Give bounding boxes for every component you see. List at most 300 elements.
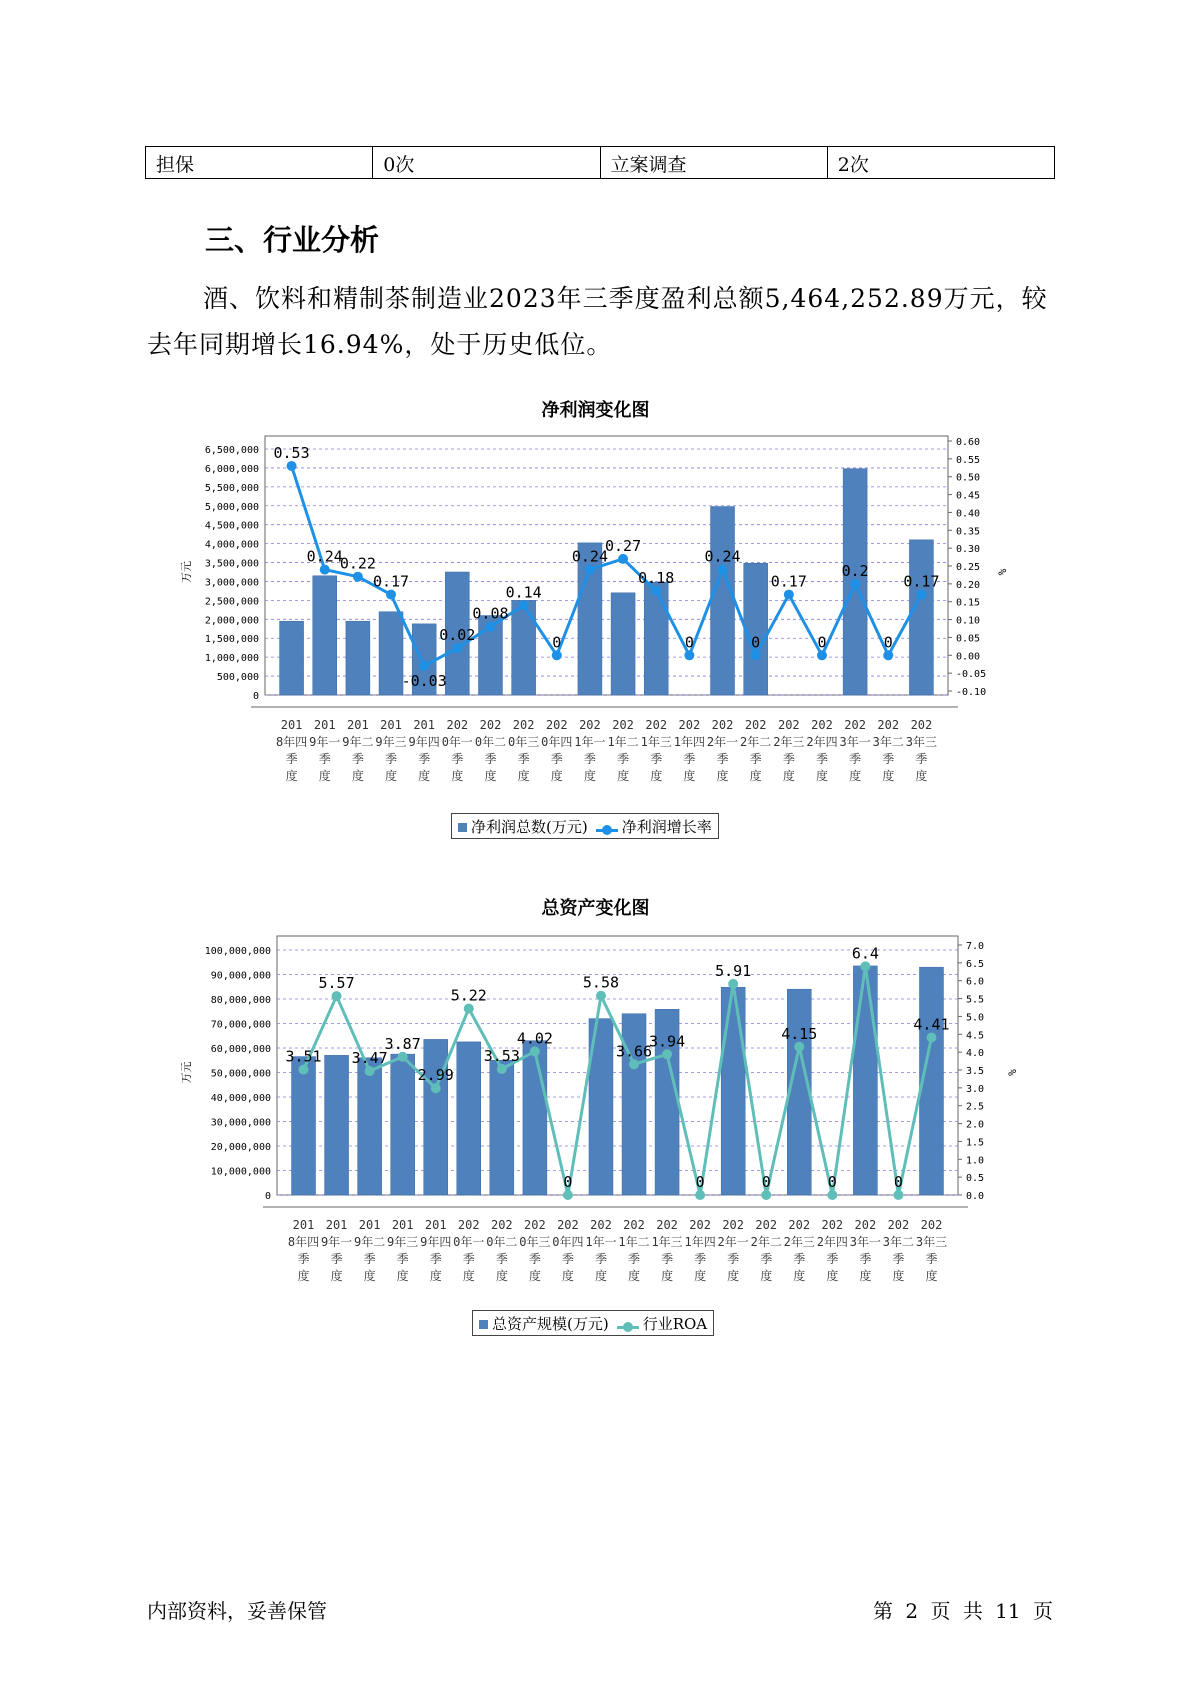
x-tick-text: 度 (285, 769, 298, 783)
chart-legend (451, 813, 719, 839)
y-tick-label: 3,000,000 (204, 577, 259, 589)
line-point (552, 650, 562, 660)
y2-tick-label: 0.0 (966, 1191, 985, 1202)
line-point (651, 586, 661, 596)
x-tick-text: 9年三 (387, 1235, 419, 1249)
y-tick-label: 4,000,000 (204, 539, 259, 551)
y-tick-label: 2,000,000 (204, 615, 259, 627)
x-tick-text: 9年二 (354, 1235, 386, 1249)
data-label: 0 (817, 633, 827, 652)
x-tick-text: 季 (318, 752, 331, 766)
y2-tick-label: 5.5 (966, 994, 985, 1006)
line-point (530, 1046, 540, 1056)
line-point (497, 1064, 507, 1074)
x-tick-text: 202 (788, 1218, 811, 1232)
line-point (761, 1190, 771, 1200)
x-tick-text: 季 (760, 1252, 773, 1266)
data-label: 0.17 (372, 572, 410, 591)
x-tick-text: 202 (722, 1218, 745, 1232)
line-point (662, 1049, 672, 1059)
line-point (817, 650, 827, 660)
x-tick-label (740, 718, 771, 783)
x-tick-label (718, 1218, 749, 1283)
data-label: 0.24 (571, 547, 608, 566)
section-title: 三、行业分析 (205, 223, 380, 257)
x-tick-text: 度 (628, 1269, 641, 1283)
x-tick-text: 3年三 (915, 1235, 948, 1249)
x-tick-text: 202 (744, 718, 767, 732)
legend-item-line (617, 1313, 707, 1334)
x-tick-label (674, 718, 705, 783)
x-tick-text: 季 (849, 752, 862, 766)
line-point (684, 650, 694, 660)
x-tick-text: 季 (915, 752, 928, 766)
x-tick-text: 202 (479, 718, 502, 732)
y2-tick-label: 2.5 (966, 1101, 985, 1113)
bar (280, 621, 304, 695)
x-tick-text: 202 (545, 718, 568, 732)
x-tick-label (574, 718, 605, 783)
y-tick-label: 100,000,000 (204, 946, 271, 957)
x-tick-text: 度 (594, 1269, 607, 1283)
x-tick-text: 2年一 (717, 1235, 749, 1249)
y-tick-label: 30,000,000 (210, 1117, 271, 1129)
x-tick-text: 度 (351, 769, 364, 783)
x-tick-text: 度 (550, 769, 563, 783)
x-tick-text: 季 (859, 1252, 872, 1266)
y-tick-label: 70,000,000 (210, 1019, 271, 1031)
x-tick-text: 202 (854, 1218, 877, 1232)
y-tick-label: 20,000,000 (210, 1142, 271, 1153)
x-tick-text: 季 (683, 752, 696, 766)
x-tick-text: 度 (892, 1269, 905, 1283)
x-tick-text: 度 (363, 1269, 376, 1283)
x-tick-text: 9年四 (408, 735, 440, 749)
x-tick-label (773, 718, 804, 783)
x-tick-text: 季 (882, 752, 895, 766)
x-tick-text: 度 (330, 1269, 343, 1283)
x-tick-label (906, 718, 937, 783)
data-label: 0 (695, 1173, 705, 1191)
y2-tick-label: 1.5 (966, 1137, 985, 1149)
bar (512, 600, 536, 695)
x-tick-text: 度 (528, 1269, 541, 1283)
x-tick-text: 季 (892, 1252, 905, 1266)
y-tick-label: 6,500,000 (204, 445, 259, 456)
data-label: 5.91 (715, 961, 752, 980)
x-tick-text: 季 (793, 1252, 806, 1266)
x-tick-text: 0年一 (453, 1235, 485, 1249)
x-tick-text: 202 (656, 1218, 678, 1232)
data-label: 0.27 (605, 536, 642, 555)
x-tick-text: 度 (683, 769, 696, 783)
x-tick-text: 季 (749, 752, 762, 766)
x-tick-text: 202 (524, 1218, 546, 1232)
y2-tick-label: 2.0 (966, 1119, 985, 1131)
x-tick-label (840, 718, 871, 783)
data-label: 0.53 (273, 444, 310, 462)
x-tick-label (276, 718, 307, 783)
line-point (419, 661, 429, 671)
y2-tick-label: 6.5 (966, 958, 985, 970)
x-tick-text: 202 (623, 1218, 645, 1232)
data-label: 0.22 (339, 554, 376, 573)
y2-tick-label: 1.0 (966, 1155, 985, 1167)
y2-axis-label: % (996, 568, 1009, 576)
x-tick-label (486, 1218, 517, 1283)
data-label: 0.17 (903, 572, 940, 591)
x-tick-text: 度 (495, 1269, 508, 1283)
x-tick-text: 202 (557, 1218, 579, 1232)
info-table (145, 146, 1055, 179)
line-point (519, 600, 529, 610)
x-tick-text: 201 (424, 1218, 447, 1232)
data-label: 0 (751, 633, 761, 652)
y2-tick-label: -0.10 (956, 687, 987, 698)
x-tick-text: 度 (429, 1269, 442, 1283)
bar (523, 1041, 547, 1195)
x-tick-text: 季 (351, 752, 364, 766)
x-tick-text: 度 (484, 769, 497, 783)
y-tick-label: 5,500,000 (204, 482, 259, 494)
line-point (464, 1004, 474, 1014)
line-point (916, 590, 926, 600)
y2-tick-label: 0.35 (956, 526, 981, 538)
x-tick-text: 度 (418, 769, 431, 783)
line-point (485, 622, 495, 632)
x-tick-text: 度 (882, 769, 895, 783)
y2-tick-label: -0.05 (956, 669, 987, 681)
x-tick-label (607, 718, 638, 783)
chart-title: 总资产变化图 (541, 898, 650, 919)
bar (313, 576, 337, 695)
line-point (618, 554, 628, 564)
x-tick-label (288, 1218, 319, 1283)
x-tick-text: 202 (844, 718, 866, 732)
x-tick-text: 201 (280, 718, 303, 732)
x-tick-text: 度 (517, 769, 530, 783)
line-point (596, 991, 606, 1001)
y-tick-label: 1,500,000 (204, 634, 259, 646)
x-tick-label (618, 1218, 649, 1283)
x-tick-text: 度 (583, 769, 596, 783)
x-tick-text: 季 (429, 1252, 442, 1266)
data-label: 0.17 (770, 572, 807, 591)
x-tick-text: 202 (678, 718, 701, 732)
x-tick-text: 9年二 (342, 735, 374, 749)
x-tick-text: 202 (689, 1218, 711, 1232)
data-label: 3.53 (483, 1046, 520, 1065)
y2-tick-label: 0.20 (956, 579, 981, 591)
x-tick-text: 0年二 (474, 735, 507, 749)
chart-legend (472, 1310, 714, 1336)
x-tick-text: 0年三 (519, 1235, 551, 1249)
x-tick-text: 度 (561, 1269, 574, 1283)
x-tick-text: 度 (385, 769, 398, 783)
x-tick-text: 202 (645, 718, 668, 732)
x-tick-text: 季 (628, 1252, 641, 1266)
x-tick-label (817, 1218, 848, 1283)
x-tick-text: 2年四 (816, 1235, 848, 1249)
y-tick-label: 60,000,000 (210, 1044, 271, 1055)
bar (721, 987, 745, 1195)
x-tick-text: 度 (826, 1269, 839, 1283)
legend-item-line (596, 816, 712, 837)
y-tick-label: 6,000,000 (204, 463, 259, 475)
line-point (386, 590, 396, 600)
x-tick-text: 2年四 (806, 735, 838, 749)
data-label: 0.14 (505, 583, 542, 602)
x-tick-text: 季 (561, 1252, 574, 1266)
y2-tick-label: 4.0 (966, 1048, 985, 1060)
x-tick-text: 度 (318, 769, 331, 783)
bar (490, 1060, 514, 1195)
x-tick-text: 202 (755, 1218, 778, 1232)
x-tick-text: 季 (661, 1252, 674, 1266)
x-tick-text: 2年三 (783, 1235, 815, 1249)
bar (292, 1057, 316, 1195)
y-tick-label: 40,000,000 (210, 1093, 271, 1104)
y-axis-label: 万元 (180, 561, 193, 583)
footer-left: 内部资料，妥善保管 (147, 1599, 327, 1623)
y-tick-label: 4,500,000 (204, 520, 259, 532)
y-tick-label: 80,000,000 (210, 995, 271, 1006)
x-tick-text: 202 (579, 718, 601, 732)
data-label: 0 (893, 1173, 903, 1191)
y-tick-label: 2,500,000 (204, 596, 259, 608)
x-tick-text: 2年三 (773, 735, 805, 749)
line-point (332, 991, 342, 1001)
line-point (751, 650, 761, 660)
x-tick-text: 度 (849, 769, 862, 783)
y2-tick-label: 0.30 (956, 544, 981, 556)
line-point (850, 579, 860, 589)
x-tick-text: 202 (490, 1218, 513, 1232)
x-tick-text: 1年三 (640, 735, 672, 749)
data-label: 3.87 (384, 1034, 421, 1053)
legend-label: 行业ROA (642, 1314, 708, 1333)
x-tick-text: 季 (594, 1252, 607, 1266)
y2-tick-label: 3.0 (966, 1083, 985, 1095)
x-tick-text: 201 (391, 1218, 414, 1232)
chart-title: 净利润变化图 (541, 400, 650, 421)
x-tick-text: 9年三 (375, 735, 407, 749)
line-point (883, 650, 893, 660)
x-tick-text: 季 (694, 1252, 707, 1266)
y-tick-label: 500,000 (216, 672, 259, 684)
legend-label: 净利润增长率 (621, 817, 712, 836)
bar (611, 593, 635, 695)
x-tick-label (541, 718, 572, 783)
x-tick-text: 3年二 (882, 1235, 915, 1249)
y-tick-label: 1,000,000 (204, 653, 259, 665)
y2-tick-label: 0.15 (956, 597, 981, 609)
x-tick-text: 0年四 (541, 735, 573, 749)
bar (457, 1042, 481, 1195)
y-tick-label: 10,000,000 (210, 1166, 271, 1178)
y2-tick-label: 0.05 (956, 633, 981, 645)
x-tick-text: 季 (617, 752, 630, 766)
x-tick-text: 202 (821, 1218, 844, 1232)
y2-tick-label: 0.00 (956, 651, 981, 663)
x-tick-label (873, 718, 904, 783)
x-tick-text: 202 (512, 718, 535, 732)
y2-tick-label: 4.5 (966, 1030, 985, 1042)
x-tick-label (453, 1218, 484, 1283)
data-label: 5.58 (582, 973, 620, 992)
line-point (893, 1190, 903, 1200)
x-tick-text: 202 (457, 1218, 480, 1232)
y-tick-label: 50,000,000 (210, 1068, 271, 1080)
line-point (695, 1190, 705, 1200)
x-tick-text: 1年四 (673, 735, 705, 749)
x-tick-text: 度 (451, 769, 464, 783)
line-point (585, 565, 595, 575)
x-tick-text: 度 (661, 1269, 674, 1283)
bar (358, 1058, 382, 1195)
data-label: 4.41 (913, 1015, 950, 1034)
x-tick-label (806, 718, 837, 783)
y-tick-label: 0 (264, 1191, 271, 1202)
y2-axis-label: % (1006, 1069, 1019, 1076)
line-point (452, 643, 462, 653)
x-tick-text: 季 (451, 752, 464, 766)
x-tick-text: 201 (325, 1218, 348, 1232)
analysis-paragraph: 酒、饮料和精制茶制造业2023年三季度盈利总额5,464,252.89万元，较去年同期增长16.94%，处于历史低位。 (147, 284, 1048, 359)
data-label: 3.66 (615, 1042, 653, 1061)
x-tick-text: 0年二 (486, 1235, 518, 1249)
x-tick-text: 3年一 (849, 1235, 881, 1249)
line-point (299, 1065, 309, 1075)
x-tick-text: 季 (297, 1252, 310, 1266)
bar (909, 540, 933, 695)
x-tick-text: 9年一 (320, 1235, 353, 1249)
line-point (287, 461, 297, 471)
x-tick-text: 度 (749, 769, 762, 783)
table-cell-investigation-label: 立案调查 (600, 147, 827, 179)
bar (346, 621, 370, 695)
data-label: 0 (684, 633, 694, 652)
x-tick-text: 201 (292, 1218, 315, 1232)
data-label: 0.24 (306, 547, 343, 566)
data-label: -0.03 (401, 672, 447, 690)
table-cell-investigation-value: 2次 (827, 147, 1054, 179)
x-tick-label (342, 718, 373, 783)
x-tick-text: 8年四 (275, 735, 308, 749)
legend-item-bar (458, 816, 588, 837)
x-tick-text: 度 (716, 769, 729, 783)
line-point (563, 1190, 573, 1200)
x-tick-text: 202 (612, 718, 634, 732)
x-tick-text: 季 (484, 752, 497, 766)
x-tick-text: 度 (815, 769, 828, 783)
bar (391, 1054, 415, 1195)
y2-tick-label: 5.0 (966, 1012, 985, 1024)
y2-tick-label: 7.0 (966, 941, 985, 952)
x-tick-text: 季 (550, 752, 563, 766)
x-tick-text: 季 (363, 1252, 376, 1266)
x-tick-text: 度 (297, 1269, 310, 1283)
x-tick-label (508, 718, 539, 783)
data-label: 0.24 (704, 547, 741, 566)
line-point (365, 1066, 375, 1076)
x-tick-label (375, 718, 406, 783)
x-tick-label (321, 1218, 352, 1283)
line-point (784, 590, 794, 600)
y2-tick-label: 0.5 (966, 1173, 985, 1185)
y2-tick-label: 6.0 (966, 976, 985, 988)
x-tick-label (707, 718, 738, 783)
x-tick-text: 3年三 (905, 735, 938, 749)
x-tick-text: 9年一 (309, 735, 341, 749)
data-label: 2.99 (417, 1066, 454, 1085)
x-tick-text: 9年四 (420, 1235, 452, 1249)
data-label: 0.08 (472, 604, 509, 623)
x-tick-text: 度 (925, 1269, 938, 1283)
x-tick-label (354, 1218, 385, 1283)
x-tick-label (552, 1218, 583, 1283)
x-tick-text: 度 (915, 769, 928, 783)
data-label: 3.51 (285, 1047, 322, 1066)
x-tick-text: 202 (777, 718, 800, 732)
x-tick-text: 季 (727, 1252, 740, 1266)
x-tick-text: 季 (330, 1252, 343, 1266)
x-tick-label (519, 1218, 550, 1283)
x-tick-text: 201 (358, 1218, 381, 1232)
data-label: 4.15 (781, 1024, 818, 1043)
x-tick-label (387, 1218, 418, 1283)
data-label: 3.47 (351, 1049, 388, 1068)
data-label: 0.18 (638, 569, 675, 587)
bar (379, 612, 403, 695)
line-point (718, 565, 728, 575)
y2-tick-label: 0.45 (956, 490, 981, 502)
x-tick-label (409, 718, 440, 783)
x-tick-text: 度 (727, 1269, 740, 1283)
y2-tick-label: 3.5 (966, 1066, 985, 1077)
data-label: 0 (761, 1173, 771, 1191)
bar (325, 1055, 349, 1195)
data-label: 3.94 (649, 1032, 686, 1051)
x-tick-label (916, 1218, 947, 1283)
y2-tick-label: 0.25 (956, 562, 981, 573)
x-tick-label (883, 1218, 914, 1283)
bar (744, 563, 768, 695)
x-tick-text: 季 (650, 752, 663, 766)
y-axis-label: 万元 (180, 1061, 193, 1084)
data-label: 0 (563, 1173, 573, 1191)
x-tick-text: 季 (815, 752, 828, 766)
bar (644, 582, 668, 695)
x-tick-text: 202 (910, 718, 933, 732)
x-tick-text: 2年一 (706, 735, 739, 749)
x-tick-text: 季 (418, 752, 431, 766)
bar (787, 989, 811, 1195)
line-point (398, 1052, 408, 1062)
y-tick-label: 3,500,000 (204, 558, 259, 570)
x-tick-text: 度 (462, 1269, 475, 1283)
line-point (629, 1059, 639, 1069)
data-label: 0.02 (439, 626, 476, 645)
x-tick-text: 202 (711, 718, 734, 732)
x-tick-text: 季 (285, 752, 298, 766)
x-tick-label (685, 1218, 716, 1283)
table-cell-guarantee-label: 担保 (146, 147, 373, 179)
x-tick-text: 季 (528, 1252, 541, 1266)
line-point (320, 565, 330, 575)
x-tick-text: 度 (859, 1269, 872, 1283)
x-tick-text: 1年三 (651, 1235, 683, 1249)
